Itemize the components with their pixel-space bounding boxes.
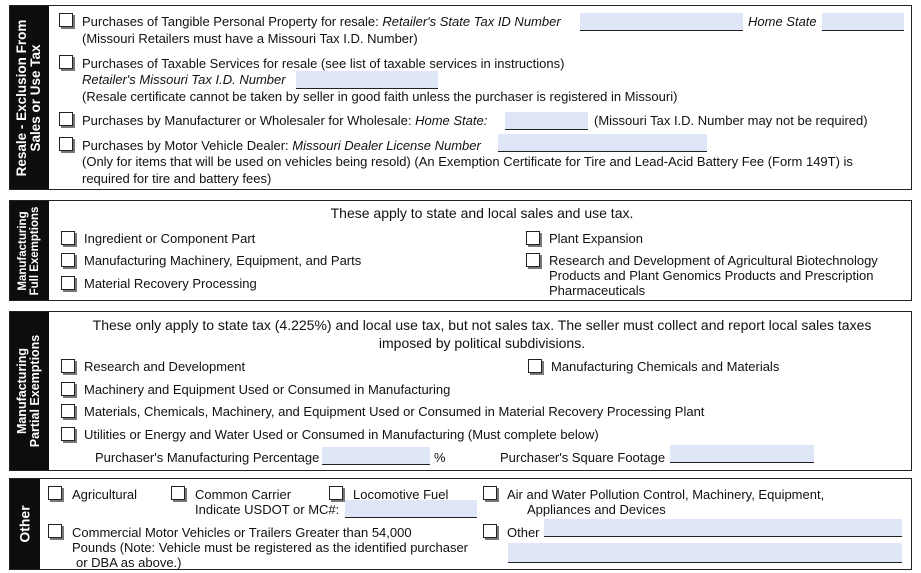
- partial-machinery-label: Machinery and Equipment Used or Consumed in Manufacturing: [84, 382, 451, 397]
- partial-research-label: Research and Development: [84, 359, 246, 374]
- square-footage-field[interactable]: [670, 445, 814, 463]
- other-label: Other: [507, 525, 540, 540]
- resale-side-line2: Sales or Use Tax: [28, 43, 43, 152]
- mfg-chemicals-checkbox[interactable]: [528, 359, 542, 373]
- mfg-machinery-checkbox[interactable]: [61, 253, 75, 267]
- resale-services-checkbox[interactable]: [59, 55, 73, 69]
- mfg-partial-heading-line2: imposed by political subdivisions.: [378, 335, 586, 351]
- percent-sign: %: [434, 450, 446, 465]
- resale-dealer-checkbox[interactable]: [59, 137, 73, 151]
- other-side-text: Other: [16, 505, 33, 543]
- partial-machinery-checkbox[interactable]: [61, 382, 75, 396]
- ag-biotech-label-line2: Products and Plant Genomics Products and Prescription: [549, 268, 874, 283]
- resale-dealer-label: Purchases by Motor Vehicle Dealer: Missouri Dealer License Number: [82, 138, 481, 153]
- other-checkbox[interactable]: [483, 524, 497, 538]
- air-water-label-line2: Appliances and Devices: [527, 502, 666, 517]
- mfg-partial-heading-line1: These only apply to state tax (4.225%) and local use tax, but not sales tax. The seller must collect and report local sales taxes: [92, 317, 872, 333]
- mfg-full-side-line2: Full Exemptions: [29, 206, 41, 295]
- mfg-percentage-field[interactable]: [322, 447, 430, 465]
- common-carrier-checkbox[interactable]: [171, 486, 185, 500]
- resale-wholesale-checkbox[interactable]: [59, 112, 73, 126]
- commercial-vehicles-checkbox[interactable]: [48, 524, 62, 538]
- plant-expansion-checkbox[interactable]: [526, 231, 540, 245]
- resale-tangible-checkbox[interactable]: [59, 13, 73, 27]
- resale-wholesale-note: (Missouri Tax I.D. Number may not be required): [594, 113, 868, 128]
- partial-utilities-checkbox[interactable]: [61, 427, 75, 441]
- air-water-label-line1: Air and Water Pollution Control, Machinery, Equipment,: [507, 487, 825, 502]
- resale-side-line1: Resale - Exclusion From: [13, 19, 29, 176]
- ingredient-label: Ingredient or Component Part: [84, 231, 256, 246]
- mfg-full-side-line1: Manufacturing: [16, 210, 29, 291]
- resale-tangible-label: Purchases of Tangible Personal Property for resale: Retailer's State Tax ID Number: [82, 14, 561, 29]
- wholesale-home-state-field[interactable]: [505, 112, 588, 130]
- usdot-label: Indicate USDOT or MC#:: [195, 502, 340, 517]
- resale-services-label: Purchases of Taxable Services for resale (see list of taxable services in instructions): [82, 56, 565, 71]
- partial-utilities-label: Utilities or Energy and Water Used or Consumed in Manufacturing (Must complete below): [84, 427, 599, 442]
- square-footage-label: Purchaser's Square Footage: [500, 450, 666, 465]
- resale-dealer-note1: (Only for items that will be used on vehicles being resold) (An Exemption Certificate for Tire and Lead-Acid Battery Fee (Form 149T) is: [82, 154, 853, 169]
- resale-dealer-note2: required for tire and battery fees): [82, 171, 272, 186]
- ag-biotech-label-line3: Pharmaceuticals: [549, 283, 646, 298]
- retailer-mo-tax-id-field[interactable]: [296, 71, 438, 89]
- resale-tangible-note: (Missouri Retailers must have a Missouri Tax I.D. Number): [82, 31, 418, 46]
- ag-biotech-checkbox[interactable]: [526, 253, 540, 267]
- ag-biotech-label-line1: Research and Development of Agricultural Biotechnology: [549, 253, 878, 268]
- dealer-license-field[interactable]: [498, 134, 707, 152]
- agricultural-checkbox[interactable]: [48, 486, 62, 500]
- other-description-field-2[interactable]: [508, 543, 902, 563]
- mfg-full-heading: These apply to state and local sales and use tax.: [330, 205, 634, 221]
- retailer-mo-tax-id-label: Retailer's Missouri Tax I.D. Number: [82, 72, 286, 87]
- common-carrier-label: Common Carrier: [195, 487, 292, 502]
- locomotive-fuel-label: Locomotive Fuel: [353, 487, 449, 502]
- mfg-machinery-label: Manufacturing Machinery, Equipment, and Parts: [84, 253, 362, 268]
- retailer-state-tax-id-field[interactable]: [580, 13, 743, 31]
- locomotive-fuel-checkbox[interactable]: [329, 486, 343, 500]
- home-state-field[interactable]: [822, 13, 904, 31]
- mfg-chemicals-label: Manufacturing Chemicals and Materials: [551, 359, 780, 374]
- partial-materials-label: Materials, Chemicals, Machinery, and Equipment Used or Consumed in Material Recovery Processing Plant: [84, 404, 705, 419]
- resale-wholesale-label: Purchases by Manufacturer or Wholesaler for Wholesale: Home State:: [82, 113, 488, 128]
- material-recovery-label: Material Recovery Processing: [84, 276, 257, 291]
- material-recovery-checkbox[interactable]: [61, 276, 75, 290]
- mfg-percentage-label: Purchaser's Manufacturing Percentage: [95, 450, 320, 465]
- ingredient-checkbox[interactable]: [61, 231, 75, 245]
- resale-services-note: (Resale certificate cannot be taken by seller in good faith unless the purchaser is registered in Missouri): [82, 89, 678, 104]
- partial-materials-checkbox[interactable]: [61, 404, 75, 418]
- agricultural-label: Agricultural: [72, 487, 138, 502]
- air-water-pollution-checkbox[interactable]: [483, 486, 497, 500]
- mfg-partial-side-line2: Partial Exemptions: [28, 334, 42, 448]
- commercial-label-line2: Pounds (Note: Vehicle must be registered as the identified purchaser: [72, 540, 469, 555]
- partial-research-checkbox[interactable]: [61, 359, 75, 373]
- plant-expansion-label: Plant Expansion: [549, 231, 643, 246]
- other-description-field-1[interactable]: [544, 519, 902, 537]
- mfg-partial-side-line1: Manufacturing: [14, 347, 29, 435]
- home-state-label: Home State: [748, 14, 817, 29]
- commercial-label-line3: or DBA as above.): [76, 555, 182, 570]
- commercial-label-line1: Commercial Motor Vehicles or Trailers Greater than 54,000: [72, 525, 412, 540]
